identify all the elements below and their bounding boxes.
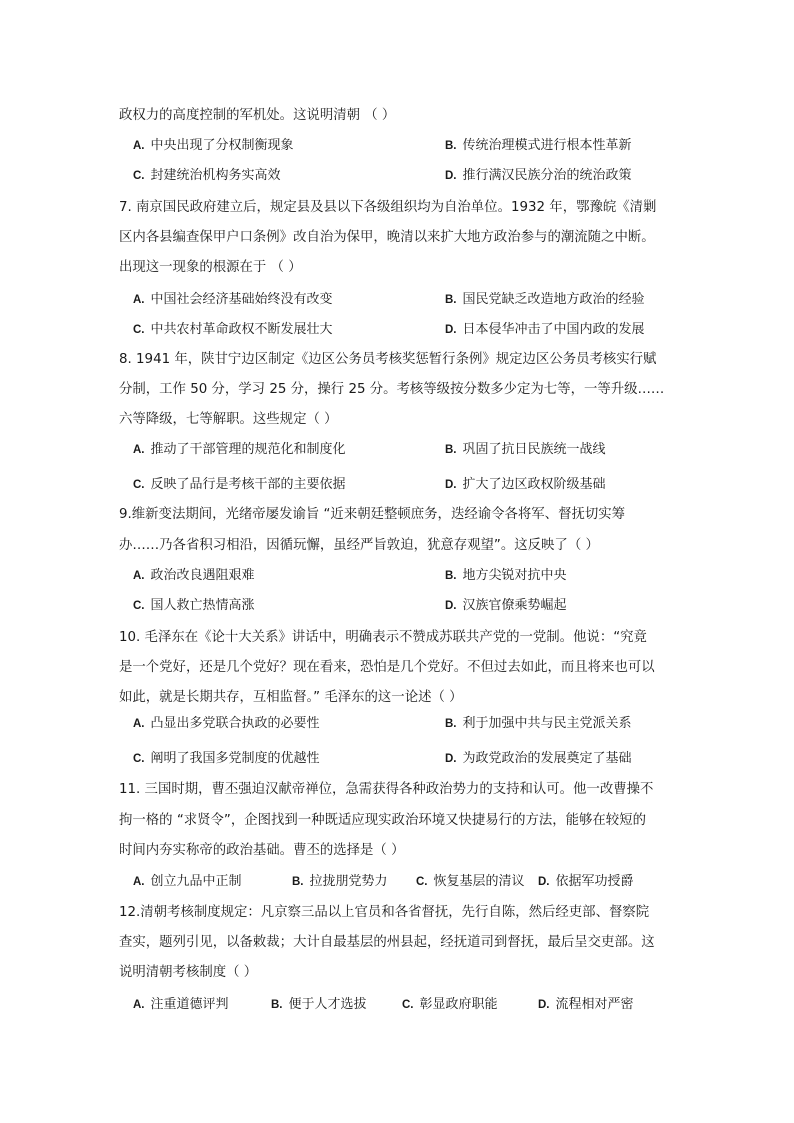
q10-stem-line-3: 如此，就是长期共存，互相监督。” 毛泽东的这一论述（ ） [119, 690, 463, 705]
q8-option-c[interactable] [133, 475, 346, 495]
q10-option-c[interactable] [133, 749, 320, 769]
q11-stem-line-3: 时间内夯实称帝的政治基础。曹丕的选择是（ ） [119, 843, 405, 858]
q9-option-b[interactable] [445, 566, 567, 586]
q9-option-c[interactable] [133, 596, 255, 616]
q12-option-b-key: B. [271, 999, 283, 1011]
q12-option-c[interactable] [402, 995, 498, 1015]
q7-option-d-text: 日本侵华冲击了中国内政的发展 [462, 322, 645, 337]
q12-stem-line-2: 查实，题列引见，以备敕裁；大计自最基层的州县起，经抚道司到督抚，最后呈交吏部。这 [119, 935, 655, 950]
q11-option-c[interactable] [416, 872, 525, 892]
q7-stem-line-3: 出现这一现象的根源在于 （ ） [119, 260, 302, 275]
q11-option-b[interactable] [292, 872, 388, 892]
q6-option-b[interactable] [445, 136, 632, 156]
q11-option-b-key: B. [292, 876, 304, 888]
q8-stem-line-2: 分制，工作 50 分，学习 25 分，操行 25 分。考核等级按分数多少定为七等，一等升级…… [119, 382, 665, 397]
q8-option-c-text: 反映了品行是考核干部的主要依据 [150, 477, 346, 492]
q7-option-b[interactable] [445, 290, 645, 310]
q11-stem-line-1: 11. 三国时期，曹丕强迫汉献帝禅位，急需获得各种政治势力的支持和认可。他一改曹操不 [119, 782, 654, 797]
q8-option-d[interactable] [445, 475, 606, 495]
q10-option-a-text: 凸显出多党联合执政的必要性 [150, 716, 320, 731]
q12-stem-line-1: 12.清朝考核制度规定：凡京察三品以上官员和各省督抚，先行自陈，然后经吏部、督察院 [119, 905, 650, 920]
q7-option-a[interactable] [133, 290, 333, 310]
q12-stem-line-3: 说明清朝考核制度（ ） [119, 965, 258, 980]
q8-option-b-key: B. [445, 444, 457, 456]
q9-option-d-text: 汉族官僚乘势崛起 [462, 598, 567, 613]
q6-option-c-key: C. [133, 170, 145, 182]
q12-option-b-text: 便于人才选拔 [288, 997, 367, 1012]
q10-option-c-text: 阐明了我国多党制度的优越性 [150, 751, 320, 766]
q11-option-c-text: 恢复基层的清议 [433, 874, 525, 889]
q11-option-a-text: 创立九品中正制 [150, 874, 242, 889]
q9-option-a[interactable] [133, 566, 255, 586]
q12-option-a[interactable] [133, 995, 229, 1015]
q12-option-a-key: A. [133, 999, 145, 1011]
q8-stem-line-3: 六等降级，七等解职。这些规定（ ） [119, 412, 338, 427]
q11-option-a-key: A. [133, 876, 145, 888]
q6-option-a-key: A. [133, 140, 145, 152]
q6-stem-line-1: 政权力的高度控制的军机处。这说明清朝 （ ） [119, 108, 396, 123]
q10-option-c-key: C. [133, 753, 145, 765]
q7-option-c-text: 中共农村革命政权不断发展壮大 [150, 322, 333, 337]
q6-option-d-text: 推行满汉民族分治的统治政策 [462, 168, 632, 183]
q7-option-d-key: D. [445, 324, 457, 336]
q7-stem-line-1: 7. 南京国民政府建立后，规定县及县以下各级组织均为自治单位。1932 年，鄂豫皖《清剿 [119, 200, 657, 215]
q8-option-a-key: A. [133, 444, 145, 456]
q8-option-a-text: 推动了干部管理的规范化和制度化 [150, 442, 346, 457]
q7-option-b-key: B. [445, 294, 457, 306]
q7-option-d[interactable] [445, 320, 645, 340]
q7-option-a-key: A. [133, 294, 145, 306]
q10-option-a[interactable] [133, 714, 320, 734]
q6-option-c[interactable] [133, 166, 281, 186]
q12-option-d-text: 流程相对严密 [555, 997, 634, 1012]
q6-option-d-key: D. [445, 170, 457, 182]
q9-option-b-text: 地方尖锐对抗中央 [462, 568, 567, 583]
q11-option-d-key: D. [538, 876, 550, 888]
q10-option-d[interactable] [445, 749, 632, 769]
q12-option-c-text: 彰显政府职能 [419, 997, 498, 1012]
q11-stem-line-2: 拘一格的 “求贤令”，企图找到一种既适应现实政治环境又快捷易行的方法，能够在较短的 [119, 813, 646, 828]
q12-option-d-key: D. [538, 999, 550, 1011]
q11-option-d-text: 依据军功授爵 [555, 874, 634, 889]
q10-stem-line-1: 10. 毛泽东在《论十大关系》讲话中，明确表示不赞成苏联共产党的一党制。他说：“究竟 [119, 630, 647, 645]
q9-option-a-text: 政治改良遇阻艰难 [150, 568, 255, 583]
q7-option-a-text: 中国社会经济基础始终没有改变 [150, 292, 333, 307]
q12-option-b[interactable] [271, 995, 367, 1015]
q8-option-b[interactable] [445, 440, 606, 460]
q6-option-a-text: 中央出现了分权制衡现象 [150, 138, 294, 153]
q11-option-a[interactable] [133, 872, 242, 892]
q10-option-b-key: B. [445, 718, 457, 730]
q9-stem-line-2: 办……乃各省积习相沿，因循玩懈，虽经严旨敦迫，犹意存观望”。这反映了（ ） [119, 538, 599, 553]
q10-option-d-text: 为政党政治的发展奠定了基础 [462, 751, 632, 766]
q8-stem-line-1: 8. 1941 年，陕甘宁边区制定《边区公务员考核奖惩暂行条例》规定边区公务员考核实行赋 [119, 352, 657, 367]
q9-option-c-text: 国人救亡热情高涨 [150, 598, 255, 613]
q11-option-b-text: 拉拢朋党势力 [309, 874, 388, 889]
q9-option-d-key: D. [445, 600, 457, 612]
q9-option-d[interactable] [445, 596, 567, 616]
q12-option-c-key: C. [402, 999, 414, 1011]
q10-option-b-text: 利于加强中共与民主党派关系 [462, 716, 632, 731]
q9-option-c-key: C. [133, 600, 145, 612]
q11-option-d[interactable] [538, 872, 634, 892]
q7-option-c-key: C. [133, 324, 145, 336]
q7-stem-line-2: 区内各县编查保甲户口条例》改自治为保甲，晚清以来扩大地方政治参与的潮流随之中断。 [119, 230, 655, 245]
q7-option-c[interactable] [133, 320, 333, 340]
q8-option-c-key: C. [133, 479, 145, 491]
q6-option-b-key: B. [445, 140, 457, 152]
q10-option-a-key: A. [133, 718, 145, 730]
q9-stem-line-1: 9.维新变法期间，光绪帝屡发谕旨 “近来朝廷整顿庶务，迭经谕令各将军、督抚切实筹 [119, 507, 626, 522]
q11-option-c-key: C. [416, 876, 428, 888]
q6-option-b-text: 传统治理模式进行根本性革新 [462, 138, 632, 153]
q12-option-a-text: 注重道德评判 [150, 997, 229, 1012]
q9-option-a-key: A. [133, 570, 145, 582]
q9-option-b-key: B. [445, 570, 457, 582]
q6-option-a[interactable] [133, 136, 294, 156]
q10-option-d-key: D. [445, 753, 457, 765]
q10-option-b[interactable] [445, 714, 632, 734]
q6-option-c-text: 封建统治机构务实高效 [150, 168, 281, 183]
q8-option-a[interactable] [133, 440, 346, 460]
q8-option-d-key: D. [445, 479, 457, 491]
q10-stem-line-2: 是一个党好，还是几个党好？现在看来，恐怕是几个党好。不但过去如此，而且将来也可以 [119, 660, 655, 675]
q7-option-b-text: 国民党缺乏改造地方政治的经验 [462, 292, 645, 307]
q8-option-b-text: 巩固了抗日民族统一战线 [462, 442, 606, 457]
q6-option-d[interactable] [445, 166, 632, 186]
q12-option-d[interactable] [538, 995, 634, 1015]
q8-option-d-text: 扩大了边区政权阶级基础 [462, 477, 606, 492]
